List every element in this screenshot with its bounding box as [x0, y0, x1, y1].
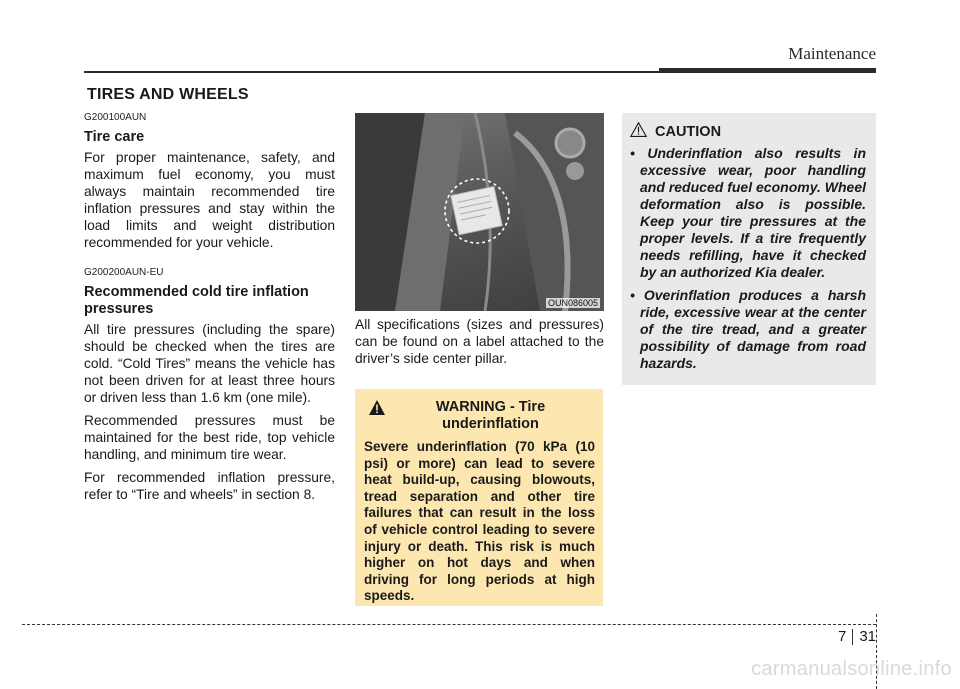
page-number-value: 31	[859, 628, 876, 645]
left-column	[84, 112, 335, 509]
warning-triangle-icon	[369, 400, 385, 420]
caution-item: • Overinflation produces a harsh ride, excessive wear at the center of the tire tread, and a greater possibility of damage from road hazards.	[630, 287, 866, 371]
cold-pressure-p3: For recommended inflation pressure, refer to “Tire and wheels” in section 8.	[84, 470, 335, 502]
caution-triangle-icon	[630, 122, 647, 141]
caution-title-text: CAUTION	[655, 123, 722, 140]
page-number-separator	[852, 629, 853, 645]
header-rule	[84, 71, 659, 73]
cold-pressure-code: G200200AUN-EU	[84, 267, 164, 278]
caution-list	[630, 145, 866, 372]
tire-care-text: For proper maintenance, safety, and maximum fuel economy, you must always maintain recommended tire inflation pressures and stay within the load limits and weight distribution recommended for your vehicle.	[84, 150, 335, 250]
cold-pressure-p1: All tire pressures (including the spare) should be checked when the tires are cold. “Cold Tires” means the vehicle has not been driven for at least three hours or driven less than 1.6 km (one mile).	[84, 322, 335, 405]
specs-text: All specifications (sizes and pressures) can be found on a label attached to the driver’s side center pillar.	[355, 317, 604, 366]
cold-pressure-heading: Recommended cold tire inflation pressures	[84, 284, 309, 317]
tire-care-heading: Tire care	[84, 129, 145, 145]
warning-title-text: WARNING - Tire underinflation	[435, 399, 546, 432]
footer-rule	[22, 624, 876, 625]
warning-box	[355, 389, 603, 606]
section-header: Maintenance	[788, 44, 876, 63]
caution-item-text: Underinflation also results in excessive wear, poor handling and reduced fuel economy. Wheel deformation also is possible. Keep your tire pressures at the proper levels. If a tire frequently needs refilling, have it checked by an authorized Kia dealer.	[640, 145, 867, 280]
door-pillar-photo	[355, 113, 604, 311]
warning-title	[364, 399, 595, 433]
door-pillar-illustration	[355, 113, 604, 311]
tire-care-code: G200100AUN	[84, 112, 147, 123]
caution-title	[630, 122, 866, 141]
cold-pressure-p2: Recommended pressures must be maintained for the best ride, top vehicle handling, and minimum tire wear.	[84, 413, 335, 462]
watermark: carmanualsonline.info	[751, 658, 952, 680]
warning-body: Severe underinflation (70 kPa (10 psi) or more) can lead to severe heat build-up, causing blowouts, tread separation and other tire failures that can result in the loss of vehicle control leading to severe injury or death. This risk is much higher on hot days and when driving for long periods at high speeds.	[364, 439, 595, 604]
caution-item-text: Overinflation produces a harsh ride, excessive wear at the center of the tire tread, and a greater possibility of damage from road hazards.	[640, 287, 866, 371]
caution-box	[622, 113, 876, 385]
page-title: TIRES AND WHEELS	[87, 86, 249, 103]
header-rule-accent	[659, 68, 876, 73]
figure-caption: OUN086005	[547, 298, 598, 308]
chapter-number: 7	[837, 628, 847, 645]
caution-item: • Underinflation also results in excessive wear, poor handling and reduced fuel economy. Wheel deformation also is possible. Keep your tire pressures at the proper levels. If a tire frequently needs refilling, have it checked by an authorized Kia dealer.	[630, 145, 867, 280]
page-number	[838, 628, 876, 645]
